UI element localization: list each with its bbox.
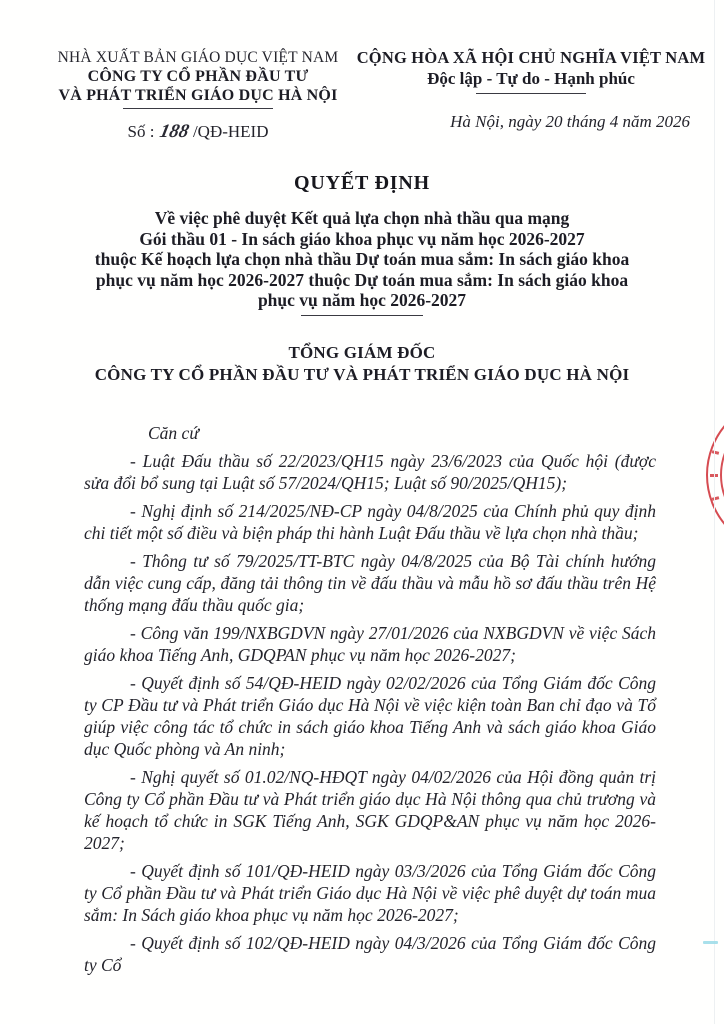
document-header xyxy=(0,48,724,143)
scan-artifact-mark xyxy=(703,941,718,944)
doc-number-value: 188 xyxy=(158,121,192,142)
doc-number-suffix: /QĐ-HEID xyxy=(192,122,269,141)
doc-number-label: Số : xyxy=(127,122,155,141)
publisher-parent-name: NHÀ XUẤT BẢN GIÁO DỤC VIỆT NAM xyxy=(57,49,339,66)
subtitle-line: thuộc Kế hoạch lựa chọn nhà thầu Dự toán mua sắm: In sách giáo khoa xyxy=(94,249,630,269)
publisher-rule xyxy=(123,108,273,109)
scan-edge-line xyxy=(714,0,715,1024)
citation-paragraph: - Luật Đấu thầu số 22/2023/QH15 ngày 23/6/2023 của Quốc hội (được sửa đổi bổ sung tại Luật số 57/2024/QH15; Luật số 90/2025/QH15); xyxy=(84,450,656,493)
stamp-outer-ring xyxy=(706,397,724,553)
citation-paragraph: - Thông tư số 79/2025/TT-BTC ngày 04/8/2025 của Bộ Tài chính hướng dẫn việc cung cấp, đăng tải thông tin về đấu thầu và mẫu hồ sơ đấu thầu trên Hệ thống mạng đấu thầu quốc gia; xyxy=(84,550,656,615)
national-header-block xyxy=(352,48,724,132)
issuer-company: CÔNG TY CỔ PHẦN ĐẦU TƯ VÀ PHÁT TRIỂN GIÁO DỤC HÀ NỘI xyxy=(94,364,630,384)
national-title: CỘNG HÒA XÃ HỘI CHỦ NGHĨA VIỆT NAM xyxy=(356,48,706,67)
preamble-caption: Căn cứ xyxy=(148,422,199,443)
citation-paragraph: - Quyết định số 101/QĐ-HEID ngày 03/3/2026 của Tổng Giám đốc Công ty Cổ phần Đầu tư và Phát triển Giáo dục Hà Nội về việc phê duyệt dự toán mua sắm: In Sách giáo khoa phục vụ năm học 2026-2027; xyxy=(84,860,656,925)
citation-paragraph: - Nghị định số 214/2025/NĐ-CP ngày 04/8/2025 của Chính phủ quy định chi tiết một số điều và biện pháp thi hành Luật Đấu thầu về lựa chọn nhà thầu; xyxy=(84,500,656,543)
citation-paragraph: - Công văn 199/NXBGDVN ngày 27/01/2026 của NXBGDVN về việc Sách giáo khoa Tiếng Anh, GDQPAN phục vụ năm học 2026-2027; xyxy=(84,622,656,665)
company-name-line-2: VÀ PHÁT TRIỂN GIÁO DỤC HÀ NỘI xyxy=(58,87,338,104)
subtitle-line: Về việc phê duyệt Kết quả lựa chọn nhà thầu qua mạng xyxy=(154,208,570,228)
issuer-block xyxy=(0,342,724,386)
decision-subtitle xyxy=(0,208,724,311)
stamp-text-mark xyxy=(712,496,719,500)
national-motto: Độc lập - Tự do - Hạnh phúc xyxy=(427,69,635,88)
stamp-text-mark xyxy=(712,450,719,454)
place-date-line: Hà Nội, ngày 20 tháng 4 năm 2026 xyxy=(450,112,690,131)
company-name-line-1: CÔNG TY CỔ PHẦN ĐẦU TƯ xyxy=(87,68,309,85)
doc-number xyxy=(44,121,352,143)
stamp-inner-ring xyxy=(720,411,724,539)
citation-paragraph: - Nghị quyết số 01.02/NQ-HĐQT ngày 04/02/2026 của Hội đồng quản trị Công ty Cổ phần Đầu tư và Phát triển giáo dục Hà Nội thông qua chủ trương và kế hoạch tổ chức in SGK Tiếng Anh, SGK GDQP&AN phục vụ năm học 2026-2027; xyxy=(84,766,656,853)
motto-rule xyxy=(476,93,586,94)
subtitle-line: phục vụ năm học 2026-2027 xyxy=(257,290,467,310)
publisher-block xyxy=(44,48,352,143)
red-stamp-partial xyxy=(706,397,724,553)
decision-title: QUYẾT ĐỊNH xyxy=(294,172,430,194)
subtitle-rule xyxy=(301,315,423,316)
subtitle-line: phục vụ năm học 2026-2027 thuộc Dự toán mua sắm: In sách giáo khoa xyxy=(95,269,629,290)
issuer-title: TỔNG GIÁM ĐỐC xyxy=(288,342,436,362)
document-body xyxy=(84,422,656,976)
subtitle-line: Gói thầu 01 - In sách giáo khoa phục vụ năm học 2026-2027 xyxy=(139,228,585,249)
citation-paragraph: - Quyết định số 54/QĐ-HEID ngày 02/02/2026 của Tổng Giám đốc Công ty CP Đầu tư và Phát triển Giáo dục Hà Nội về việc kiện toàn Ban chỉ đạo và Tổ giúp việc công tác tổ chức in sách giáo khoa Tiếng Anh và sách giáo khoa Giáo dục Quốc phòng và An ninh; xyxy=(84,672,656,759)
citation-paragraph: - Quyết định số 102/QĐ-HEID ngày 04/3/2026 của Tổng Giám đốc Công ty Cổ xyxy=(84,932,656,975)
